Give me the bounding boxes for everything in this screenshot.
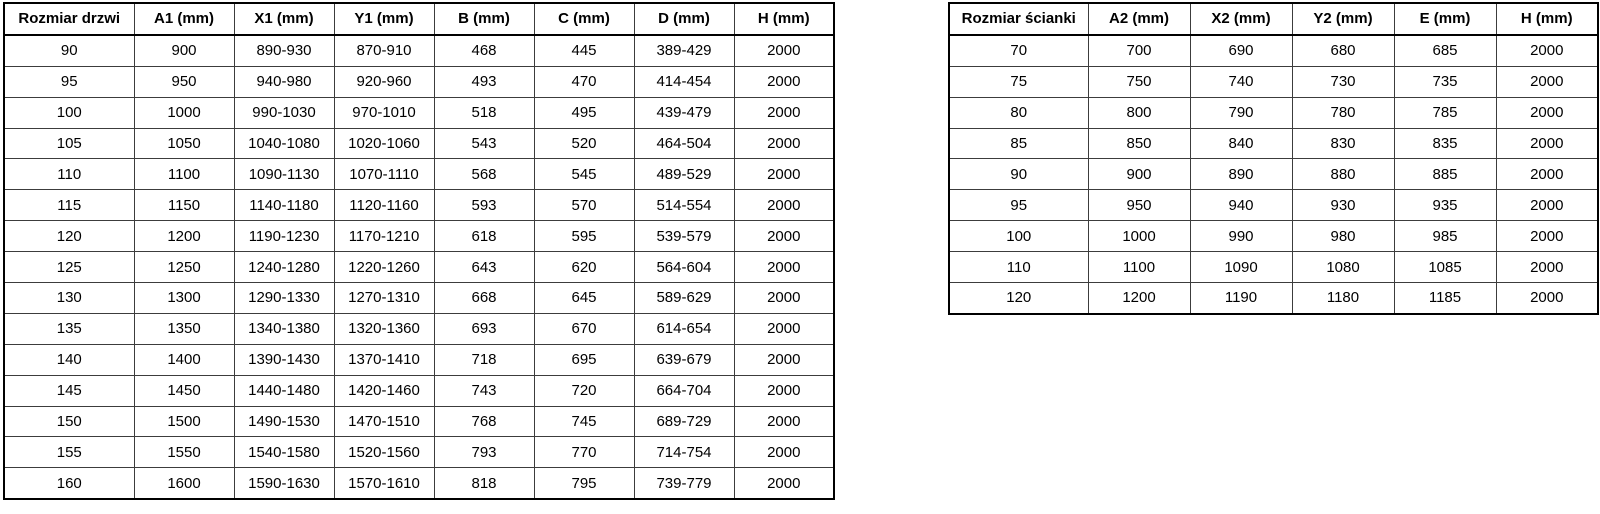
wall-table-cell: 95 bbox=[949, 190, 1088, 221]
wall-table-cell: 90 bbox=[949, 159, 1088, 190]
wall-table-cell: 930 bbox=[1292, 190, 1394, 221]
wall-table-cell: 935 bbox=[1394, 190, 1496, 221]
door-table-cell: 1240-1280 bbox=[234, 252, 334, 283]
door-table-cell: 1300 bbox=[134, 283, 234, 314]
door-table-cell: 1020-1060 bbox=[334, 128, 434, 159]
door-table-row bbox=[4, 97, 834, 128]
door-table-cell: 570 bbox=[534, 190, 634, 221]
wall-table-cell: 2000 bbox=[1496, 128, 1598, 159]
wall-header-cell: E (mm) bbox=[1394, 3, 1496, 35]
door-table-cell: 2000 bbox=[734, 35, 834, 66]
door-table-cell: 770 bbox=[534, 437, 634, 468]
wall-header-cell: A2 (mm) bbox=[1088, 3, 1190, 35]
door-table-cell: 1000 bbox=[134, 97, 234, 128]
door-table-cell: 614-654 bbox=[634, 313, 734, 344]
wall-table-row bbox=[949, 283, 1598, 314]
door-table-cell: 539-579 bbox=[634, 221, 734, 252]
door-table-cell: 714-754 bbox=[634, 437, 734, 468]
wall-header-row bbox=[949, 3, 1598, 35]
door-table-cell: 870-910 bbox=[334, 35, 434, 66]
door-table-cell: 2000 bbox=[734, 221, 834, 252]
door-table-cell: 520 bbox=[534, 128, 634, 159]
door-table-cell: 1040-1080 bbox=[234, 128, 334, 159]
wall-size-table bbox=[948, 2, 1599, 315]
wall-table-cell: 730 bbox=[1292, 66, 1394, 97]
wall-table-cell: 750 bbox=[1088, 66, 1190, 97]
wall-table-cell: 990 bbox=[1190, 221, 1292, 252]
door-table-cell: 900 bbox=[134, 35, 234, 66]
door-header-cell: X1 (mm) bbox=[234, 3, 334, 35]
wall-table-cell: 2000 bbox=[1496, 283, 1598, 314]
door-header-row bbox=[4, 3, 834, 35]
door-table-row bbox=[4, 375, 834, 406]
wall-table-cell: 880 bbox=[1292, 159, 1394, 190]
wall-table-cell: 840 bbox=[1190, 128, 1292, 159]
door-header-cell: B (mm) bbox=[434, 3, 534, 35]
door-table-cell: 1540-1580 bbox=[234, 437, 334, 468]
door-table-cell: 2000 bbox=[734, 128, 834, 159]
door-table-cell: 2000 bbox=[734, 437, 834, 468]
door-table-cell: 115 bbox=[4, 190, 134, 221]
door-table-cell: 668 bbox=[434, 283, 534, 314]
door-table-cell: 589-629 bbox=[634, 283, 734, 314]
door-table-row bbox=[4, 66, 834, 97]
wall-table-cell: 1200 bbox=[1088, 283, 1190, 314]
wall-table-cell: 980 bbox=[1292, 221, 1394, 252]
wall-header-cell: Rozmiar ścianki bbox=[949, 3, 1088, 35]
wall-table-row bbox=[949, 35, 1598, 66]
door-table-cell: 140 bbox=[4, 344, 134, 375]
door-table-cell: 2000 bbox=[734, 159, 834, 190]
door-table-cell: 468 bbox=[434, 35, 534, 66]
wall-table-cell: 2000 bbox=[1496, 66, 1598, 97]
wall-table-cell: 2000 bbox=[1496, 221, 1598, 252]
door-table-row bbox=[4, 344, 834, 375]
door-table-row bbox=[4, 283, 834, 314]
door-table-cell: 495 bbox=[534, 97, 634, 128]
door-table-cell: 1370-1410 bbox=[334, 344, 434, 375]
wall-table-cell: 1190 bbox=[1190, 283, 1292, 314]
wall-table-cell: 785 bbox=[1394, 97, 1496, 128]
door-table-cell: 818 bbox=[434, 468, 534, 499]
door-table-cell: 1220-1260 bbox=[334, 252, 434, 283]
door-table-cell: 793 bbox=[434, 437, 534, 468]
door-table-cell: 155 bbox=[4, 437, 134, 468]
wall-table-row bbox=[949, 221, 1598, 252]
door-table-cell: 493 bbox=[434, 66, 534, 97]
door-table-cell: 1570-1610 bbox=[334, 468, 434, 499]
door-table-cell: 1500 bbox=[134, 406, 234, 437]
door-table-cell: 2000 bbox=[734, 344, 834, 375]
door-table-cell: 1340-1380 bbox=[234, 313, 334, 344]
door-table-cell: 514-554 bbox=[634, 190, 734, 221]
wall-table-cell: 800 bbox=[1088, 97, 1190, 128]
door-table-cell: 105 bbox=[4, 128, 134, 159]
wall-header-cell: X2 (mm) bbox=[1190, 3, 1292, 35]
door-table-cell: 1190-1230 bbox=[234, 221, 334, 252]
door-table-cell: 414-454 bbox=[634, 66, 734, 97]
door-table-cell: 1450 bbox=[134, 375, 234, 406]
wall-table-cell: 75 bbox=[949, 66, 1088, 97]
wall-table-cell: 2000 bbox=[1496, 35, 1598, 66]
wall-table-cell: 850 bbox=[1088, 128, 1190, 159]
door-table-cell: 720 bbox=[534, 375, 634, 406]
door-table-cell: 545 bbox=[534, 159, 634, 190]
door-table-cell: 568 bbox=[434, 159, 534, 190]
door-table-row bbox=[4, 35, 834, 66]
door-table-cell: 125 bbox=[4, 252, 134, 283]
wall-table-row bbox=[949, 97, 1598, 128]
door-table-cell: 639-679 bbox=[634, 344, 734, 375]
wall-table-cell: 940 bbox=[1190, 190, 1292, 221]
door-table-cell: 990-1030 bbox=[234, 97, 334, 128]
door-table-cell: 745 bbox=[534, 406, 634, 437]
door-table-cell: 695 bbox=[534, 344, 634, 375]
door-table-cell: 739-779 bbox=[634, 468, 734, 499]
wall-table-row bbox=[949, 128, 1598, 159]
door-table-row bbox=[4, 159, 834, 190]
door-table-cell: 920-960 bbox=[334, 66, 434, 97]
wall-table-row bbox=[949, 252, 1598, 283]
wall-table-cell: 835 bbox=[1394, 128, 1496, 159]
door-table-row bbox=[4, 252, 834, 283]
door-table-cell: 2000 bbox=[734, 313, 834, 344]
door-table-cell: 95 bbox=[4, 66, 134, 97]
door-header-cell: D (mm) bbox=[634, 3, 734, 35]
door-table-cell: 130 bbox=[4, 283, 134, 314]
door-table-cell: 2000 bbox=[734, 97, 834, 128]
wall-table-cell: 830 bbox=[1292, 128, 1394, 159]
door-table-cell: 1420-1460 bbox=[334, 375, 434, 406]
door-table-cell: 768 bbox=[434, 406, 534, 437]
wall-table-cell: 120 bbox=[949, 283, 1088, 314]
door-table-cell: 564-604 bbox=[634, 252, 734, 283]
door-table-cell: 743 bbox=[434, 375, 534, 406]
door-header-cell: A1 (mm) bbox=[134, 3, 234, 35]
door-table-cell: 1270-1310 bbox=[334, 283, 434, 314]
wall-table-cell: 780 bbox=[1292, 97, 1394, 128]
door-table-cell: 1120-1160 bbox=[334, 190, 434, 221]
door-table-cell: 693 bbox=[434, 313, 534, 344]
door-table-cell: 100 bbox=[4, 97, 134, 128]
door-table-cell: 1590-1630 bbox=[234, 468, 334, 499]
door-table-cell: 2000 bbox=[734, 190, 834, 221]
door-table-cell: 1150 bbox=[134, 190, 234, 221]
wall-table-cell: 700 bbox=[1088, 35, 1190, 66]
door-table-cell: 110 bbox=[4, 159, 134, 190]
door-table-cell: 90 bbox=[4, 35, 134, 66]
wall-table-cell: 950 bbox=[1088, 190, 1190, 221]
door-table-cell: 1440-1480 bbox=[234, 375, 334, 406]
door-table-cell: 389-429 bbox=[634, 35, 734, 66]
door-size-table bbox=[3, 2, 835, 500]
door-table-cell: 1320-1360 bbox=[334, 313, 434, 344]
door-table-cell: 1090-1130 bbox=[234, 159, 334, 190]
wall-table-cell: 790 bbox=[1190, 97, 1292, 128]
door-table-cell: 1600 bbox=[134, 468, 234, 499]
door-table-row bbox=[4, 468, 834, 499]
door-table-cell: 970-1010 bbox=[334, 97, 434, 128]
wall-table-cell: 100 bbox=[949, 221, 1088, 252]
door-table-cell: 1050 bbox=[134, 128, 234, 159]
door-table-cell: 1250 bbox=[134, 252, 234, 283]
wall-table-cell: 1100 bbox=[1088, 252, 1190, 283]
wall-table-cell: 2000 bbox=[1496, 159, 1598, 190]
door-table-cell: 2000 bbox=[734, 406, 834, 437]
door-table-cell: 795 bbox=[534, 468, 634, 499]
wall-table-cell: 2000 bbox=[1496, 252, 1598, 283]
door-table-cell: 145 bbox=[4, 375, 134, 406]
door-header-cell: Y1 (mm) bbox=[334, 3, 434, 35]
door-table-row bbox=[4, 437, 834, 468]
wall-table-cell: 2000 bbox=[1496, 97, 1598, 128]
wall-table-cell: 110 bbox=[949, 252, 1088, 283]
door-table-cell: 1390-1430 bbox=[234, 344, 334, 375]
door-table-cell: 2000 bbox=[734, 252, 834, 283]
wall-header-cell: H (mm) bbox=[1496, 3, 1598, 35]
wall-table-cell: 1085 bbox=[1394, 252, 1496, 283]
door-table-cell: 618 bbox=[434, 221, 534, 252]
door-table-cell: 1290-1330 bbox=[234, 283, 334, 314]
door-table-cell: 518 bbox=[434, 97, 534, 128]
door-table-cell: 2000 bbox=[734, 375, 834, 406]
wall-table-cell: 80 bbox=[949, 97, 1088, 128]
wall-table-cell: 985 bbox=[1394, 221, 1496, 252]
wall-table-cell: 85 bbox=[949, 128, 1088, 159]
door-table-cell: 664-704 bbox=[634, 375, 734, 406]
door-table-cell: 670 bbox=[534, 313, 634, 344]
door-table-cell: 890-930 bbox=[234, 35, 334, 66]
door-table-row bbox=[4, 221, 834, 252]
door-table-cell: 595 bbox=[534, 221, 634, 252]
door-table-cell: 439-479 bbox=[634, 97, 734, 128]
door-table-cell: 470 bbox=[534, 66, 634, 97]
door-table-row bbox=[4, 190, 834, 221]
door-table-cell: 645 bbox=[534, 283, 634, 314]
wall-table-cell: 885 bbox=[1394, 159, 1496, 190]
door-table-cell: 120 bbox=[4, 221, 134, 252]
wall-table-cell: 1090 bbox=[1190, 252, 1292, 283]
wall-table-cell: 1080 bbox=[1292, 252, 1394, 283]
door-table-row bbox=[4, 406, 834, 437]
door-table-cell: 1400 bbox=[134, 344, 234, 375]
door-table-cell: 543 bbox=[434, 128, 534, 159]
wall-table-cell: 70 bbox=[949, 35, 1088, 66]
wall-table-cell: 740 bbox=[1190, 66, 1292, 97]
door-table-cell: 1170-1210 bbox=[334, 221, 434, 252]
door-table-cell: 689-729 bbox=[634, 406, 734, 437]
door-table-cell: 950 bbox=[134, 66, 234, 97]
door-table-cell: 1470-1510 bbox=[334, 406, 434, 437]
door-table-row bbox=[4, 128, 834, 159]
door-table-cell: 464-504 bbox=[634, 128, 734, 159]
wall-table-cell: 680 bbox=[1292, 35, 1394, 66]
door-table-cell: 718 bbox=[434, 344, 534, 375]
door-table-cell: 160 bbox=[4, 468, 134, 499]
door-table-cell: 1350 bbox=[134, 313, 234, 344]
door-table-cell: 1140-1180 bbox=[234, 190, 334, 221]
wall-table-cell: 900 bbox=[1088, 159, 1190, 190]
door-table-cell: 2000 bbox=[734, 468, 834, 499]
door-table-cell: 1100 bbox=[134, 159, 234, 190]
door-table-row bbox=[4, 313, 834, 344]
wall-table-cell: 735 bbox=[1394, 66, 1496, 97]
door-table-cell: 489-529 bbox=[634, 159, 734, 190]
wall-table-cell: 2000 bbox=[1496, 190, 1598, 221]
door-table-cell: 940-980 bbox=[234, 66, 334, 97]
door-table-cell: 1070-1110 bbox=[334, 159, 434, 190]
door-table-cell: 1520-1560 bbox=[334, 437, 434, 468]
door-table-cell: 1490-1530 bbox=[234, 406, 334, 437]
door-table-cell: 1200 bbox=[134, 221, 234, 252]
wall-table-cell: 690 bbox=[1190, 35, 1292, 66]
wall-table-cell: 1185 bbox=[1394, 283, 1496, 314]
door-table-cell: 2000 bbox=[734, 283, 834, 314]
wall-table-cell: 1000 bbox=[1088, 221, 1190, 252]
door-table-cell: 2000 bbox=[734, 66, 834, 97]
door-header-cell: H (mm) bbox=[734, 3, 834, 35]
wall-table-row bbox=[949, 159, 1598, 190]
door-table-cell: 593 bbox=[434, 190, 534, 221]
wall-table-cell: 890 bbox=[1190, 159, 1292, 190]
wall-table-row bbox=[949, 190, 1598, 221]
door-table-cell: 150 bbox=[4, 406, 134, 437]
wall-table-row bbox=[949, 66, 1598, 97]
door-table-cell: 1550 bbox=[134, 437, 234, 468]
door-table-cell: 643 bbox=[434, 252, 534, 283]
door-table-cell: 620 bbox=[534, 252, 634, 283]
door-table-cell: 135 bbox=[4, 313, 134, 344]
wall-table-cell: 1180 bbox=[1292, 283, 1394, 314]
wall-header-cell: Y2 (mm) bbox=[1292, 3, 1394, 35]
wall-table-cell: 685 bbox=[1394, 35, 1496, 66]
door-table-cell: 445 bbox=[534, 35, 634, 66]
door-header-cell: C (mm) bbox=[534, 3, 634, 35]
door-header-cell: Rozmiar drzwi bbox=[4, 3, 134, 35]
